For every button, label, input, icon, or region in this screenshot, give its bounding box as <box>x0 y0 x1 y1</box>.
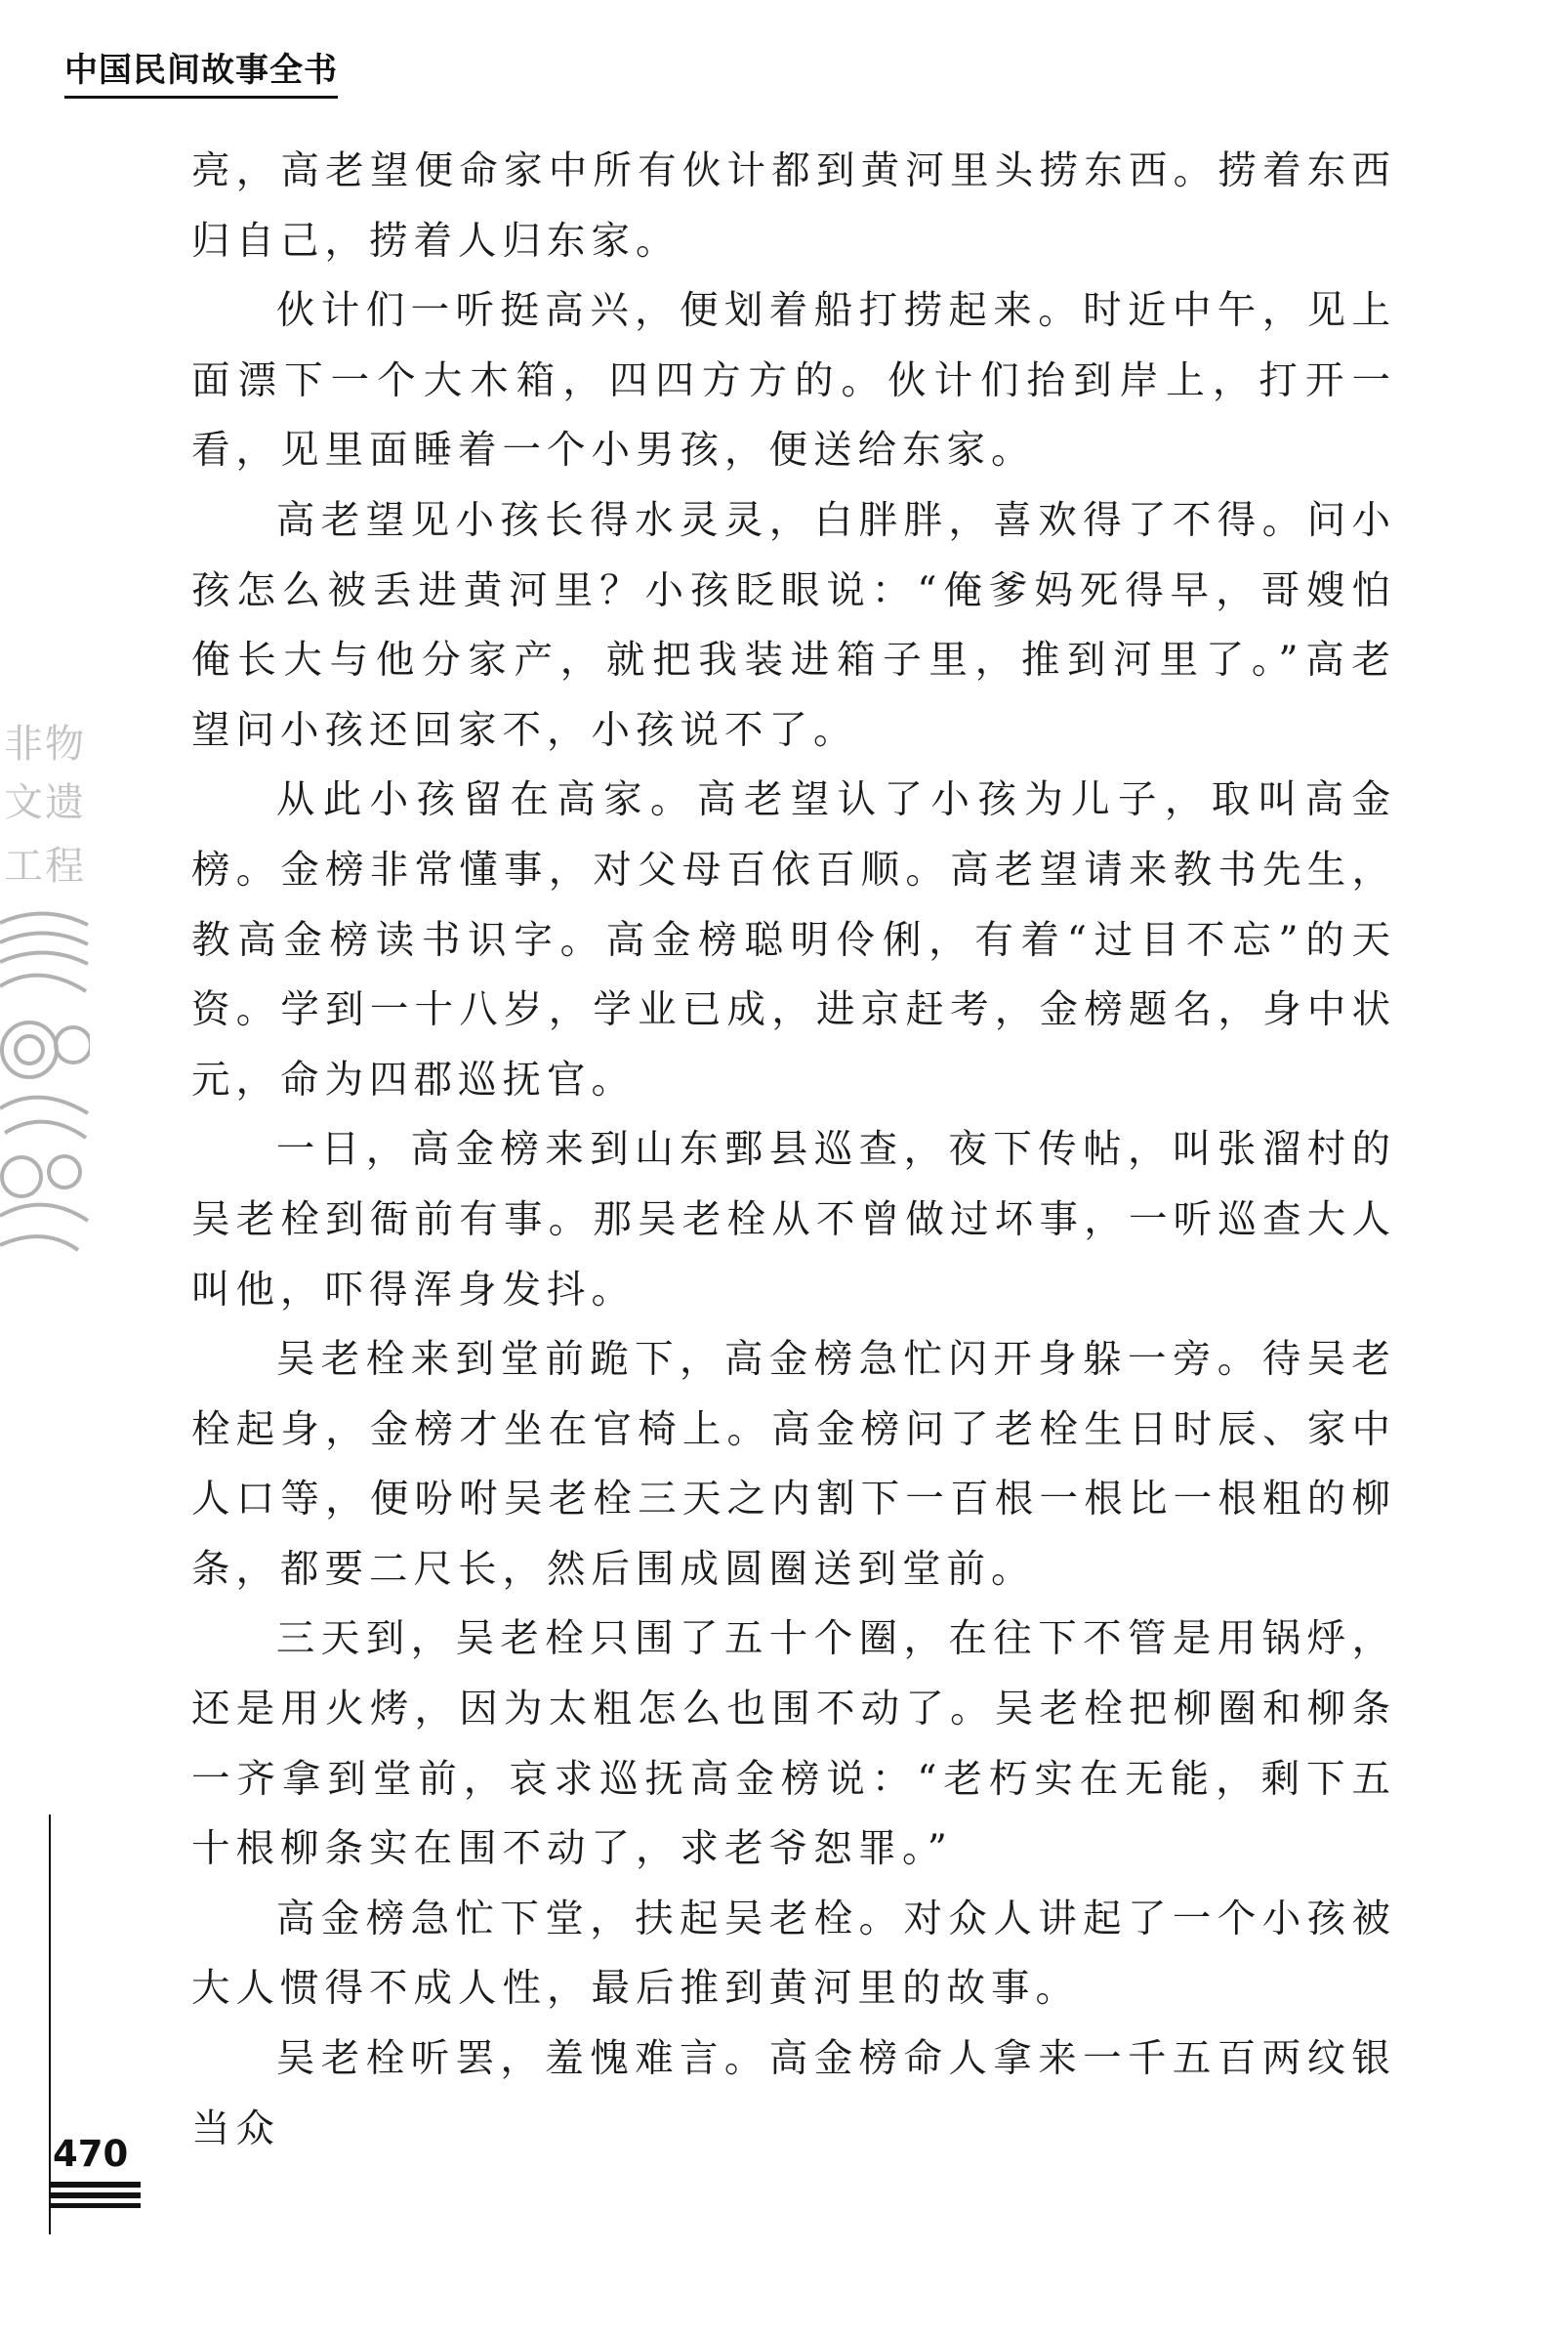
paragraph: 高老望见小孩长得水灵灵，白胖胖，喜欢得了不得。问小孩怎么被丢进黄河里？小孩眨眼说：“俺爹妈死得早，哥嫂怕俺长大与他分家产，就把我装进箱子里，推到河里了。”高老望问小孩还回家不，小孩说不了。 <box>191 497 1396 753</box>
emblem-text-row-1b: 物 <box>45 722 84 767</box>
margin-rule <box>49 1815 51 2234</box>
emblem-text-row-2b: 遗 <box>45 780 84 825</box>
footer-bar <box>51 2203 141 2208</box>
footer-bar <box>51 2192 141 2198</box>
book-title-header: 中国民间故事全书 <box>64 51 338 99</box>
paragraph: 吴老栓听罢，羞愧难言。高金榜命人拿来一千五百两纹银当众 <box>191 2036 1396 2151</box>
paragraph: 伙计们一听挺高兴，便划着船打捞起来。时近中午，见上面漂下一个大木箱，四四方方的。伙计们抬到岸上，打开一看，见里面睡着一个小男孩，便送给东家。 <box>191 288 1396 474</box>
footer-bar <box>51 2182 141 2188</box>
paragraph: 亮，高老望便命家中所有伙计都到黄河里头捞东西。捞着东西归自己，捞着人归东家。 <box>191 148 1396 264</box>
side-emblem-decoration <box>0 698 90 1284</box>
paragraph: 一日，高金榜来到山东鄄县巡查，夜下传帖，叫张溜村的吴老栓到衙前有事。那吴老栓从不曾做过坏事，一听巡查大人叫他，吓得浑身发抖。 <box>191 1127 1396 1313</box>
paragraph: 从此小孩留在高家。高老望认了小孩为儿子，取叫高金榜。金榜非常懂事，对父母百依百顺。高老望请来教书先生，教高金榜读书识字。高金榜聪明伶俐，有着“过目不忘”的天资。学到一十八岁，学业已成，进京赶考，金榜题名，身中状元，命为四郡巡抚官。 <box>191 777 1396 1103</box>
paragraph: 高金榜急忙下堂，扶起吴老栓。对众人讲起了一个小孩被大人惯得不成人性，最后推到黄河里的故事。 <box>191 1896 1396 2012</box>
paragraph: 三天到，吴老栓只围了五十个圈，在往下不管是用锅烀，还是用火烤，因为太粗怎么也围不动了。吴老栓把柳圈和柳条一齐拿到堂前，哀求巡抚高金榜说：“老朽实在无能，剩下五十根柳条实在围不动了，求老爷恕罪。” <box>191 1616 1396 1872</box>
emblem-text-row-3b: 程 <box>45 844 84 889</box>
paragraph: 吴老栓来到堂前跪下，高金榜急忙闪开身躲一旁。待吴老栓起身，金榜才坐在官椅上。高金榜问了老栓生日时辰、家中人口等，便吩咐吴老栓三天之内割下一百根一根比一根粗的柳条，都要二尺长，然后围成圆圈送到堂前。 <box>191 1337 1396 1592</box>
emblem-text-row-2: 文 <box>4 780 43 825</box>
story-body <box>191 137 1396 2164</box>
page-number: 470 <box>53 2133 129 2175</box>
emblem-text-row-1: 非 <box>4 722 43 767</box>
emblem-text-row-3: 工 <box>4 844 43 889</box>
